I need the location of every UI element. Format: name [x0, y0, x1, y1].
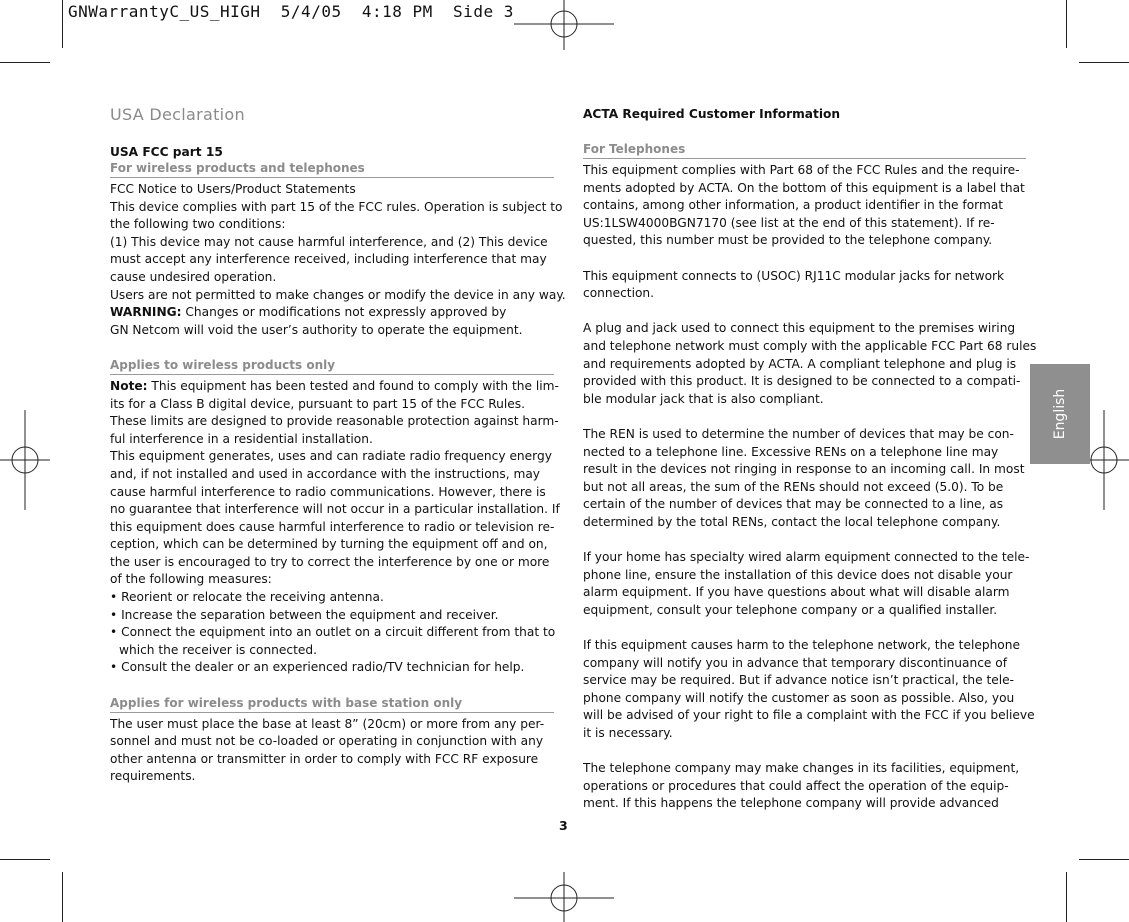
wireless-only-block: [110, 378, 560, 677]
crop-mark-top-right-vertical: [1066, 0, 1067, 48]
bullet-item: • Consult the dealer or an experienced radio/TV technician for help.: [110, 660, 525, 675]
registration-mark-left-icon: [0, 410, 50, 510]
text-line: provided with this product. It is designed to be connected to a compati-: [583, 374, 1021, 389]
text-line: but not all areas, the sum of the RENs should not exceed (5.0). To be: [583, 479, 1004, 494]
crop-mark-top-left-vertical: [62, 0, 63, 48]
paragraph-rj11c: [583, 268, 1027, 303]
text-line: and requirements adopted by ACTA. A compliant telephone and plug is: [583, 356, 1017, 371]
spacer: [110, 677, 554, 695]
text-line: of the following measures:: [110, 572, 272, 587]
text-line: (1) This device may not cause harmful interference, and (2) This device: [110, 234, 548, 249]
text-line: If your home has specialty wired alarm equipment connected to the tele-: [583, 550, 1030, 565]
text-line: ception, which can be determined by turning the equipment off and on,: [110, 537, 548, 552]
text-line: alarm equipment. If you have questions about what will disable alarm: [583, 585, 1010, 600]
text-line: cause harmful interference to radio communications. However, there is: [110, 484, 546, 499]
spacer: [583, 250, 1027, 268]
acta-heading: ACTA Required Customer Information: [583, 107, 841, 121]
text-line: FCC Notice to Users/Product Statements: [110, 182, 356, 196]
text-line: determined by the total RENs, contact the local telephone company.: [583, 514, 1001, 529]
text-line: ble modular jack that is also compliant.: [583, 391, 824, 406]
text-line: US:1LSW4000BGN7170 (see list at the end of this statement). If re-: [583, 215, 995, 230]
text-line: The telephone company may make changes in its facilities, equipment,: [583, 761, 1020, 776]
usa-declaration-title: USA Declaration: [110, 105, 245, 124]
paragraph-ren: [583, 426, 1027, 532]
spacer: [583, 619, 1027, 637]
text-line: other antenna or transmitter in order to comply with FCC RF exposure: [110, 751, 539, 766]
text-line: result in the devices not ringing in response to an incoming call. In most: [583, 462, 1025, 477]
text-line: service may be required. But if advance notice isn’t practical, the tele-: [583, 673, 1015, 688]
bullet-item: • Increase the separation between the equipment and receiver.: [110, 607, 499, 622]
text-line: the following two conditions:: [110, 217, 286, 232]
note-text: This equipment has been tested and found to comply with the lim-: [147, 378, 559, 393]
note-line: [110, 378, 559, 396]
text-line: must accept any interference received, including interference that may: [110, 252, 547, 267]
text-line: This equipment complies with Part 68 of the FCC Rules and the require-: [583, 163, 1020, 177]
text-line: Users are not permitted to make changes or modify the device in any way.: [110, 287, 566, 302]
text-line: GN Netcom will void the user’s authority to operate the equipment.: [110, 322, 523, 337]
language-tab: [1030, 364, 1090, 464]
spacer: [583, 743, 1027, 761]
text-line: ment. If this happens the telephone company will provide advanced: [583, 796, 999, 811]
spacer: [110, 339, 554, 357]
crop-mark-top-left-horizontal: [0, 62, 50, 63]
bullet-item-continuation: which the receiver is connected.: [119, 642, 317, 657]
text-line: phone company will notify the customer as soon as possible. Also, you: [583, 690, 1015, 705]
fcc-part-15-heading: USA FCC part 15: [110, 145, 223, 159]
paragraph-part-68: [583, 162, 1027, 250]
text-line: certain of the number of devices that may be connected to a line, as: [583, 497, 1004, 512]
text-line: These limits are designed to provide reasonable protection against harm-: [110, 414, 559, 429]
paragraph-facility-changes: [583, 760, 1027, 813]
printer-slug: GNWarrantyC_US_HIGH 5/4/05 4:18 PM Side 3: [68, 2, 514, 21]
text-line: This equipment connects to (USOC) RJ11C modular jacks for network: [583, 268, 1005, 283]
text-line: The REN is used to determine the number of devices that may be con-: [583, 426, 1014, 441]
crop-mark-bottom-right-vertical: [1066, 872, 1067, 922]
crop-mark-bottom-right-horizontal: [1079, 859, 1129, 860]
spacer: [583, 303, 1027, 321]
section-heading-wireless-and-telephones: For wireless products and telephones: [110, 160, 554, 178]
paragraph-alarm-equipment: [583, 549, 1030, 619]
bullet-item: • Connect the equipment into an outlet on a circuit different from that to: [110, 625, 556, 640]
section-heading-base-station: Applies for wireless products with base station only: [110, 695, 554, 713]
crop-mark-bottom-left-horizontal: [0, 859, 50, 860]
spacer: [583, 408, 1027, 426]
text-line: equipment, consult your telephone company or a qualified installer.: [583, 602, 998, 617]
warning-text: Changes or modifications not expressly approved by: [181, 305, 507, 320]
text-line: and, if not installed and used in accordance with the instructions, may: [110, 466, 541, 481]
registration-mark-bottom-icon: [514, 872, 614, 922]
text-line: sonnel and must not be co-loaded or operating in conjunction with any: [110, 734, 544, 749]
base-station-block: [110, 716, 554, 786]
text-line: this equipment does cause harmful interference to radio or television re-: [110, 519, 555, 534]
text-line: quested, this number must be provided to the telephone company.: [583, 233, 993, 248]
text-line: A plug and jack used to connect this equipment to the premises wiring: [583, 321, 1016, 336]
warning-label: WARNING:: [110, 305, 182, 320]
text-line: no guarantee that interference will not occur in a particular installation. If: [110, 502, 560, 517]
note-label: Note:: [110, 378, 148, 393]
fcc-notice-block: [110, 181, 566, 339]
text-line: its for a Class B digital device, pursuant to part 15 of the FCC Rules.: [110, 396, 525, 411]
paragraph-plug-and-jack: [583, 320, 1037, 408]
text-line: cause undesired operation.: [110, 269, 277, 284]
text-line: it is necessary.: [583, 726, 673, 740]
text-line: The user must place the base at least 8” (20cm) or more from any per-: [110, 716, 545, 731]
text-line: company will notify you in advance that temporary discontinuance of: [583, 655, 1008, 670]
language-tab-label: English: [1052, 388, 1068, 440]
text-line: contains, among other information, a product identifier in the format: [583, 198, 1004, 213]
section-heading-for-telephones: For Telephones: [583, 141, 1026, 159]
right-column: [583, 100, 1037, 813]
crop-mark-top-right-horizontal: [1079, 62, 1129, 63]
text-line: and telephone network must comply with the applicable FCC Part 68 rules: [583, 338, 1037, 353]
registration-mark-top-icon: [514, 0, 614, 50]
text-line: operations or procedures that could affect the operation of the equip-: [583, 778, 1009, 793]
text-line: phone line, ensure the installation of this device does not disable your: [583, 567, 1013, 582]
bullet-item: • Reorient or relocate the receiving antenna.: [110, 590, 384, 605]
text-line: This device complies with part 15 of the FCC rules. Operation is subject to: [110, 199, 563, 214]
section-heading-wireless-only: Applies to wireless products only: [110, 357, 554, 375]
text-line: If this equipment causes harm to the telephone network, the telephone: [583, 638, 1020, 653]
spacer: [583, 531, 1027, 549]
text-line: ments adopted by ACTA. On the bottom of this equipment is a label that: [583, 180, 1025, 195]
page-number: 3: [559, 818, 568, 833]
text-line: nected to a telephone line. Excessive RENs on a telephone line may: [583, 444, 999, 459]
text-line: requirements.: [110, 769, 196, 784]
warning-line: [110, 304, 554, 322]
left-column: [110, 100, 566, 786]
text-line: the user is encouraged to try to correct the interference by one or more: [110, 554, 550, 569]
text-line: This equipment generates, uses and can radiate radio frequency energy: [110, 449, 552, 464]
text-line: will be advised of your right to file a complaint with the FCC if you believe: [583, 708, 1035, 723]
text-line: connection.: [583, 286, 655, 301]
text-line: ful interference in a residential installation.: [110, 431, 373, 446]
crop-mark-bottom-left-vertical: [62, 872, 63, 922]
paragraph-network-harm: [583, 637, 1035, 743]
